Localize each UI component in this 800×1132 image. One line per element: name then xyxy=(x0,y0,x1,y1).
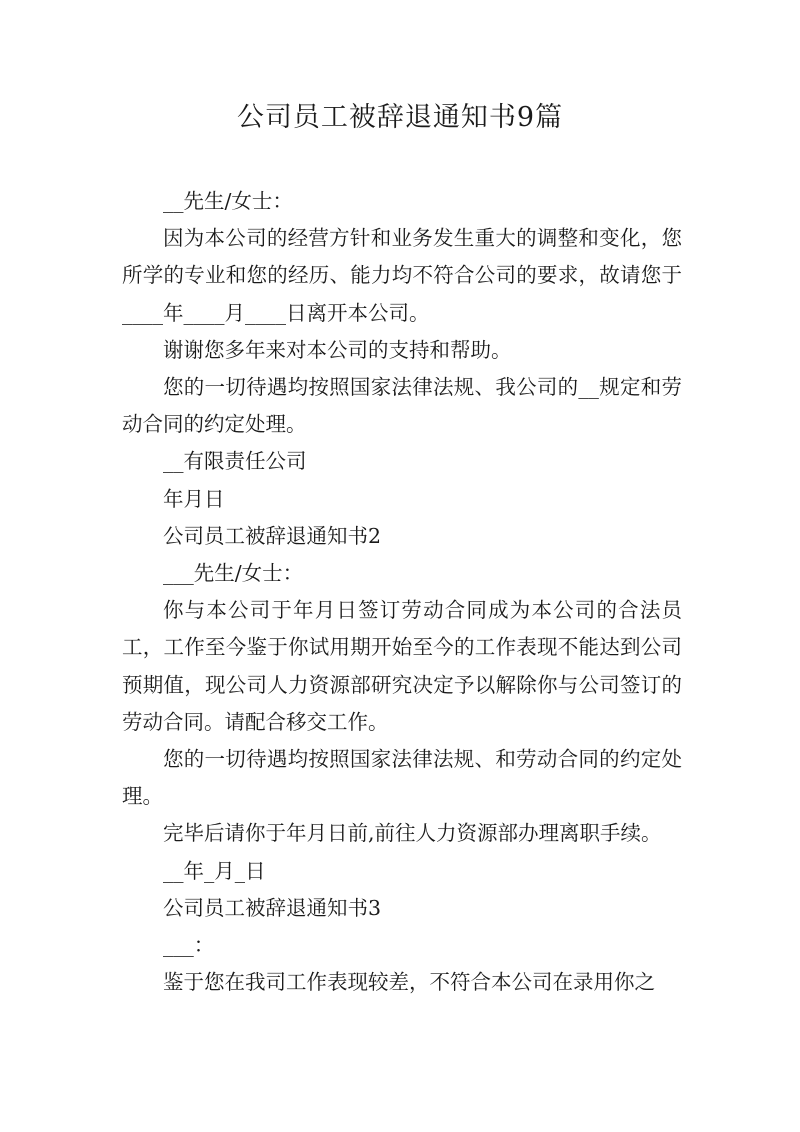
paragraph-treatment-2: 您的一切待遇均按照国家法律法规、和劳动合同的约定处理。 xyxy=(122,747,682,809)
paragraph-resignation-procedure: 完毕后请你于年月日前,前往人力资源部办理离职手续。 xyxy=(163,821,662,846)
signature-date-1: 年月日 xyxy=(163,486,225,511)
section-heading-3: 公司员工被辞退通知书3 xyxy=(163,895,382,920)
paragraph-dismissal-reason: 因为本公司的经营方针和业务发生重大的调整和变化，您所学的专业和您的经历、能力均不符合公司的要求，故请您于____年____月____日离开本公司。 xyxy=(122,226,682,325)
document-body xyxy=(122,183,682,1001)
paragraph-contract-termination: 你与本公司于年月日签订劳动合同成为本公司的合法员工，工作至今鉴于你试用期开始至今的工作表现不能达到公司预期值，现公司人力资源部研究决定予以解除你与公司签订的劳动合同。请配合移交工作。 xyxy=(122,598,682,734)
signature-company: __有限责任公司 xyxy=(163,449,307,474)
document-title: 公司员工被辞退通知书9篇 xyxy=(236,102,564,133)
paragraph-treatment-1: 您的一切待遇均按照国家法律法规、我公司的__规定和劳动合同的约定处理。 xyxy=(122,375,682,437)
salutation-1: __先生/女士： xyxy=(163,189,293,213)
signature-date-2: __年_月_日 xyxy=(163,858,266,883)
section-heading-2: 公司员工被辞退通知书2 xyxy=(163,523,382,548)
salutation-2: ___先生/女士： xyxy=(163,561,304,586)
salutation-3: ___： xyxy=(163,933,215,958)
paragraph-thanks: 谢谢您多年来对本公司的支持和帮助。 xyxy=(163,337,512,362)
paragraph-performance: 鉴于您在我司工作表现较差，不符合本公司在录用你之 xyxy=(163,970,655,995)
